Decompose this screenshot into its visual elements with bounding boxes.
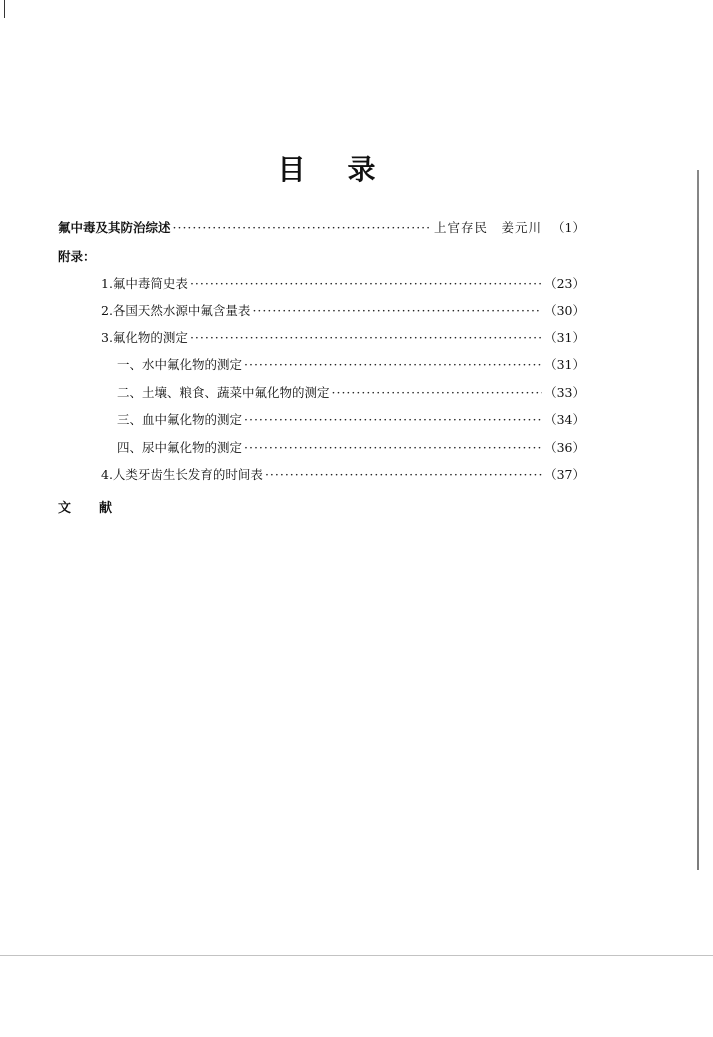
references-char-2: 献 bbox=[99, 501, 113, 516]
toc-entry-page: （31） bbox=[544, 357, 585, 372]
leader-dots bbox=[244, 356, 542, 374]
toc-entry-page: （31） bbox=[544, 330, 585, 345]
toc-entry-label: 1.氟中毒简史表 bbox=[101, 276, 188, 291]
toc-entry-sub-3[interactable] bbox=[117, 411, 585, 429]
scan-bottom-edge bbox=[0, 955, 713, 956]
toc-entry-page: （23） bbox=[544, 276, 585, 291]
toc-entry-label: 三、血中氟化物的测定 bbox=[117, 412, 243, 427]
references-heading[interactable] bbox=[58, 497, 112, 516]
toc-entry-label: 四、尿中氟化物的测定 bbox=[117, 440, 243, 455]
toc-entry-main[interactable] bbox=[58, 219, 585, 237]
toc-entry-label: 氟中毒及其防治综述 bbox=[58, 220, 171, 235]
toc-entry-label: 二、土壤、粮食、蔬菜中氟化物的测定 bbox=[117, 385, 330, 400]
toc-entry-page: （30） bbox=[544, 303, 585, 318]
title-char-2: 录 bbox=[347, 153, 376, 186]
leader-dots bbox=[173, 219, 433, 237]
leader-dots bbox=[332, 384, 543, 402]
leader-dots bbox=[252, 302, 542, 320]
toc-entry-sub-1[interactable] bbox=[117, 356, 585, 374]
toc-entry-sub-2[interactable] bbox=[117, 384, 585, 402]
leader-dots bbox=[244, 411, 542, 429]
scan-edge bbox=[697, 170, 699, 870]
toc-entry-label: 3.氟化物的测定 bbox=[101, 330, 188, 345]
toc-entry-label: 2.各国天然水源中氟含量表 bbox=[101, 303, 251, 318]
scan-mark bbox=[4, 0, 5, 18]
leader-dots bbox=[244, 439, 542, 457]
toc-entry-appendix-3[interactable] bbox=[101, 329, 585, 347]
toc-entry-label: 一、水中氟化物的测定 bbox=[117, 357, 243, 372]
toc-entry-appendix-4[interactable] bbox=[101, 466, 585, 484]
toc-entry-appendix-1[interactable] bbox=[101, 275, 585, 293]
leader-dots bbox=[190, 275, 542, 293]
page-title bbox=[0, 148, 653, 188]
appendix-heading: 附录： bbox=[58, 249, 96, 264]
toc-entry-label: 4.人类牙齿生长发育的时间表 bbox=[101, 467, 263, 482]
toc-entry-page: （37） bbox=[544, 467, 585, 482]
title-char-1: 目 bbox=[277, 153, 306, 186]
toc-entry-page: （33） bbox=[544, 385, 585, 400]
toc-entry-author: 上官存民 姜元川 bbox=[434, 220, 543, 235]
leader-dots bbox=[190, 329, 542, 347]
leader-dots bbox=[265, 466, 542, 484]
toc-entry-sub-4[interactable] bbox=[117, 439, 585, 457]
toc-entry-page: （34） bbox=[544, 412, 585, 427]
toc-entry-page: （1） bbox=[552, 220, 585, 235]
toc-entry-appendix-2[interactable] bbox=[101, 302, 585, 320]
references-char-1: 文 bbox=[58, 501, 72, 516]
toc-entry-page: （36） bbox=[544, 440, 585, 455]
